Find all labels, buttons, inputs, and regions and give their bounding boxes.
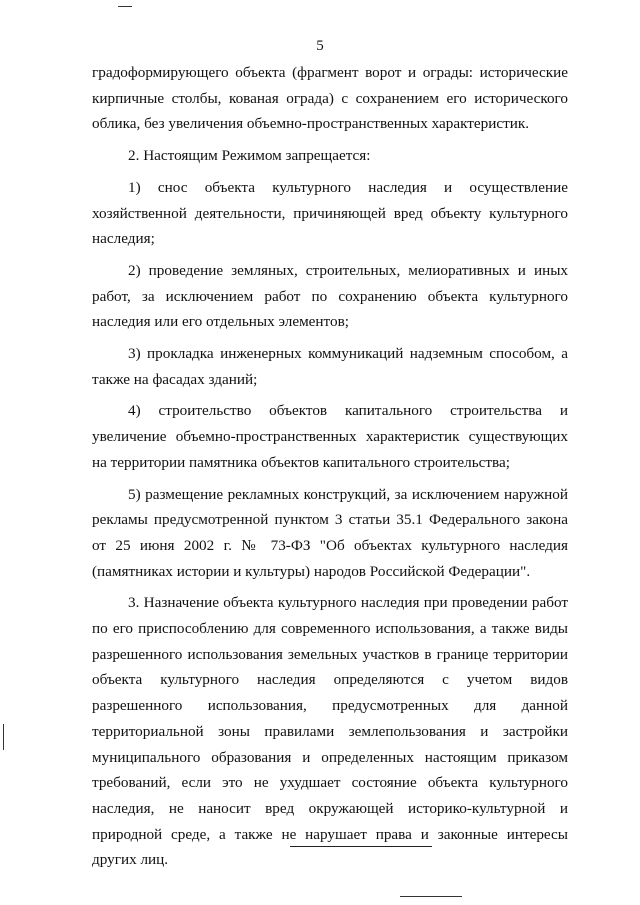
paragraph-section-2-heading: 2. Настоящим Режимом запрещается: — [128, 147, 371, 165]
paragraph-continuation: градоформирующего объекта (фрагмент ворот и ограды: исторические кирпичные столбы, кованая ограда) с сохранением его исторического облика, без увеличения объемно-пространственных характеристик. — [92, 64, 568, 133]
paragraph-item-3: 3) прокладка инженерных коммуникаций надземным способом, а также на фасадах зданий; — [92, 345, 568, 388]
scan-mark-left — [3, 724, 4, 750]
paragraph-item-5: 5) размещение рекламных конструкций, за исключением наружной рекламы предусмотренной пунктом 3 статьи 35.1 Федерального закона от 25 июня 2002 г. № 73-ФЗ "Об объектах культурного наследия (памятниках истории и культуры) народов Российской Федерации". — [92, 485, 568, 580]
closing-rule — [290, 846, 432, 847]
paragraph-item-4: 4) строительство объектов капитального строительства и увеличение объемно-пространственных характеристик существующих на территории памятника объектов капитального строительства; — [92, 402, 568, 471]
paragraph-section-3: 3. Назначение объекта культурного наследия при проведении работ по его приспособлению для современного использования, а также виды разрешенного использования земельных участков в границе территории объекта культурного наследия определяются с учетом видов разрешенного использования, предусмотренных для данной территориальной зоны правилами землепользования и застройки муниципального образования и определенных настоящим приказом требований, если это не ухудшает состояние объекта культурного наследия, не наносит вред окружающей историко-культурной и природной среде, а также не нарушает права и законные интересы других лиц. — [92, 594, 568, 869]
paragraph-item-1: 1) снос объекта культурного наследия и осуществление хозяйственной деятельности, причиняющей вред объекту культурного наследия; — [92, 178, 568, 248]
scan-mark-top — [118, 6, 132, 7]
scan-mark-bottom — [400, 896, 462, 897]
page-number: 5 — [316, 38, 324, 54]
paragraph-item-2: 2) проведение земляных, строительных, мелиоративных и иных работ, за исключением работ по сохранению объекта культурного наследия или его отдельных элементов; — [92, 261, 568, 331]
document-body — [92, 60, 568, 873]
